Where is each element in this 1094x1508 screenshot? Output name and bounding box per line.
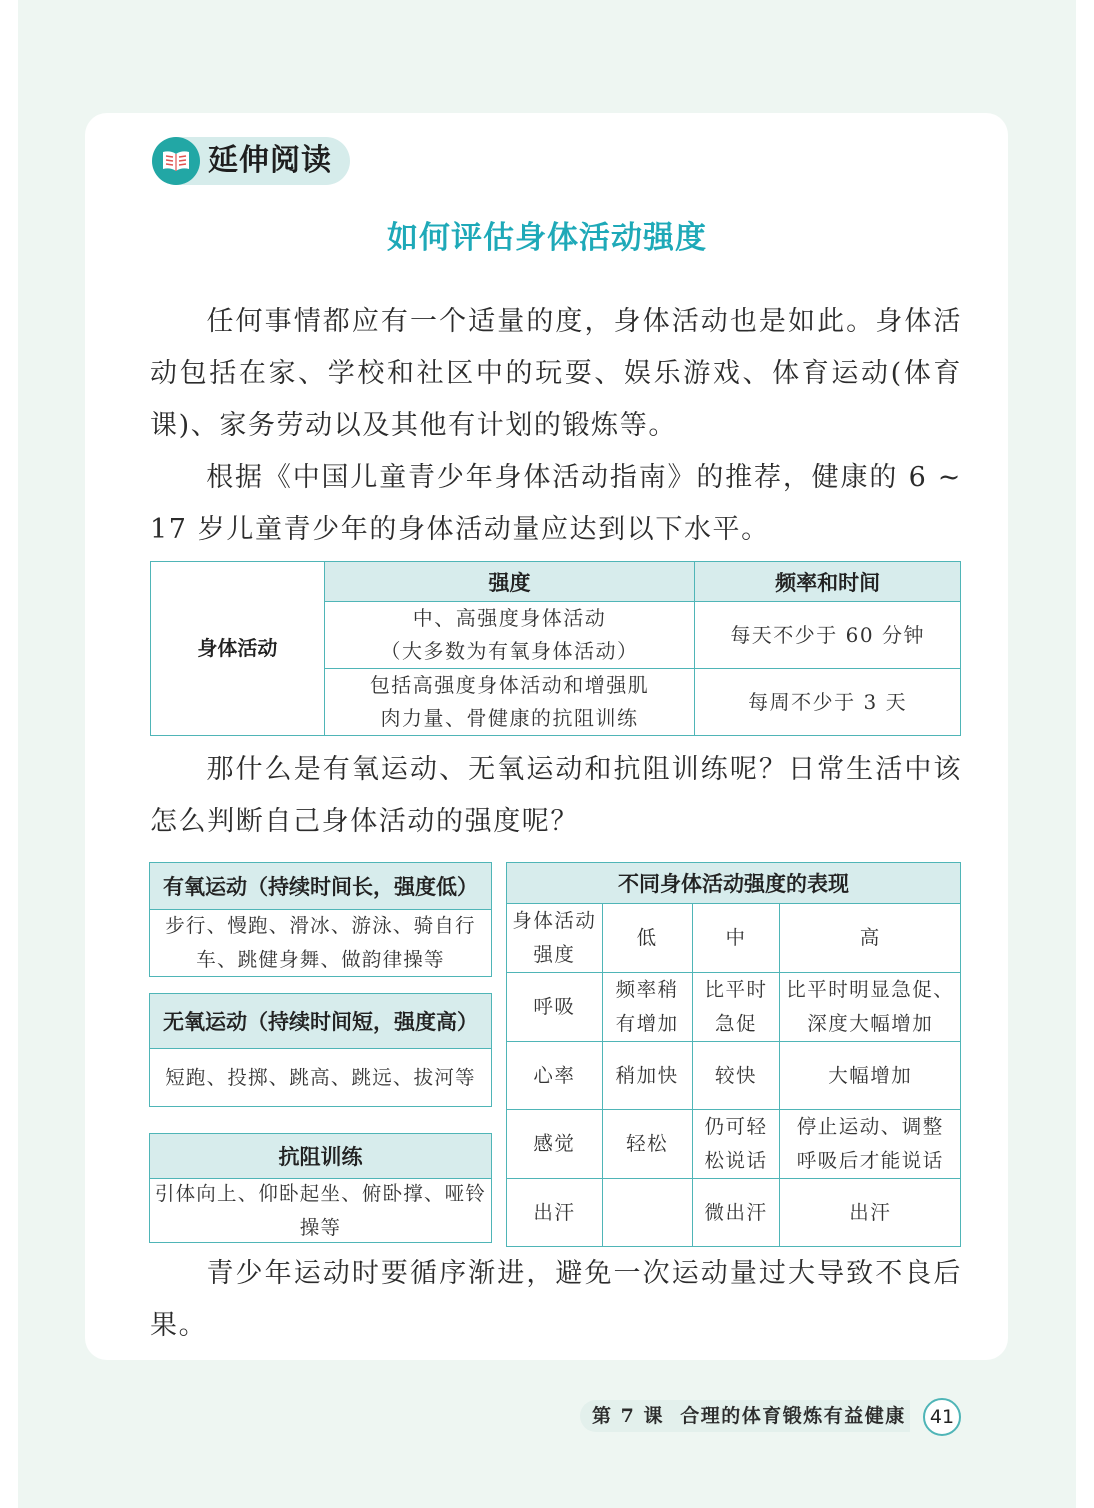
anaerobic-box-body: 短跑、投掷、跳高、跳远、拔河等 [165, 1065, 476, 1089]
resistance-box-title: 抗阻训练 [150, 1134, 491, 1179]
paragraph-guideline-text: 根据《中国儿童青少年身体活动指南》的推荐，健康的 6 ~ 17 岁儿童青少年的身体活动量应达到以下水平。 [150, 462, 962, 545]
table-row [507, 1110, 961, 1179]
paragraph-guideline [150, 452, 962, 556]
table-cell: 稍加快 [602, 1042, 692, 1110]
table-row [507, 1179, 961, 1247]
table-cell [602, 1179, 692, 1247]
table-cell: 停止运动、调整呼吸后才能说话 [780, 1110, 961, 1179]
guideline-intensity-cell [324, 602, 695, 669]
paragraph-question-text: 那什么是有氧运动、无氧运动和抗阻训练呢？日常生活中该怎么判断自己身体活动的强度呢？ [150, 754, 962, 837]
footer-lesson-title: 合理的体育锻炼有益健康 [680, 1405, 906, 1427]
table-cell: 比平时明显急促、深度大幅增加 [780, 973, 961, 1042]
intensity-header-cell: 低 [602, 904, 692, 973]
guideline-table [150, 561, 961, 736]
paragraph-intro [150, 296, 962, 452]
table-cell: 轻松 [602, 1110, 692, 1179]
anaerobic-box-title: 无氧运动（持续时间短，强度高） [150, 994, 491, 1049]
guideline-intensity-line: 包括高强度身体活动和增强肌 [369, 673, 650, 697]
guideline-col-intensity: 强度 [324, 562, 695, 602]
resistance-box [149, 1133, 492, 1243]
guideline-intensity-line: （大多数为有氧身体活动） [380, 639, 639, 663]
footer-lesson-number: 第 7 课 [592, 1405, 664, 1427]
page-number: 41 [923, 1398, 961, 1436]
table-cell: 呼吸 [507, 973, 603, 1042]
guideline-intensity-line: 肉力量、骨健康的抗阻训练 [380, 706, 639, 730]
resistance-box-body: 引体向上、仰卧起坐、俯卧撑、哑铃操等 [154, 1181, 487, 1239]
table-row [507, 904, 961, 973]
intensity-header-cell: 身体活动强度 [507, 904, 603, 973]
table-cell: 大幅增加 [780, 1042, 961, 1110]
page-title: 如何评估身体活动强度 [387, 220, 707, 256]
paragraph-intro-text: 任何事情都应有一个适量的度，身体活动也是如此。身体活动包括在家、学校和社区中的玩耍、娱乐游戏、体育运动(体育课)、家务劳动以及其他有计划的锻炼等。 [150, 306, 962, 441]
guideline-intensity-cell [324, 669, 695, 736]
aerobic-box-body: 步行、慢跑、滑冰、游泳、骑自行车、跳健身舞、做韵律操等 [165, 914, 476, 971]
aerobic-box-title: 有氧运动（持续时间长，强度低） [150, 863, 491, 910]
guideline-intensity-line: 中、高强度身体活动 [412, 606, 607, 630]
guideline-col-frequency: 频率和时间 [695, 562, 961, 602]
table-cell: 心率 [507, 1042, 603, 1110]
open-book-icon [152, 137, 200, 185]
table-cell: 仍可轻松说话 [692, 1110, 780, 1179]
table-row [507, 973, 961, 1042]
anaerobic-box [149, 993, 492, 1107]
intensity-table [506, 862, 961, 1247]
guideline-frequency-cell: 每周不少于 3 天 [695, 669, 961, 736]
table-row [507, 1042, 961, 1110]
intensity-header-cell: 高 [780, 904, 961, 973]
paragraph-question [150, 744, 962, 848]
intensity-table-title: 不同身体活动强度的表现 [507, 863, 961, 904]
guideline-row-header: 身体活动 [151, 562, 325, 736]
table-cell: 出汗 [780, 1179, 961, 1247]
table-cell: 比平时急促 [692, 973, 780, 1042]
section-label: 延伸阅读 [208, 143, 332, 178]
table-cell: 较快 [692, 1042, 780, 1110]
table-cell: 微出汗 [692, 1179, 780, 1247]
intensity-header-cell: 中 [692, 904, 780, 973]
table-cell: 频率稍有增加 [602, 973, 692, 1042]
aerobic-box [149, 862, 492, 977]
table-cell: 出汗 [507, 1179, 603, 1247]
table-cell: 感觉 [507, 1110, 603, 1179]
paragraph-conclusion [150, 1248, 962, 1352]
paragraph-conclusion-text: 青少年运动时要循序渐进，避免一次运动量过大导致不良后果。 [150, 1258, 962, 1341]
footer-lesson [592, 1402, 906, 1430]
guideline-frequency-cell: 每天不少于 60 分钟 [695, 602, 961, 669]
